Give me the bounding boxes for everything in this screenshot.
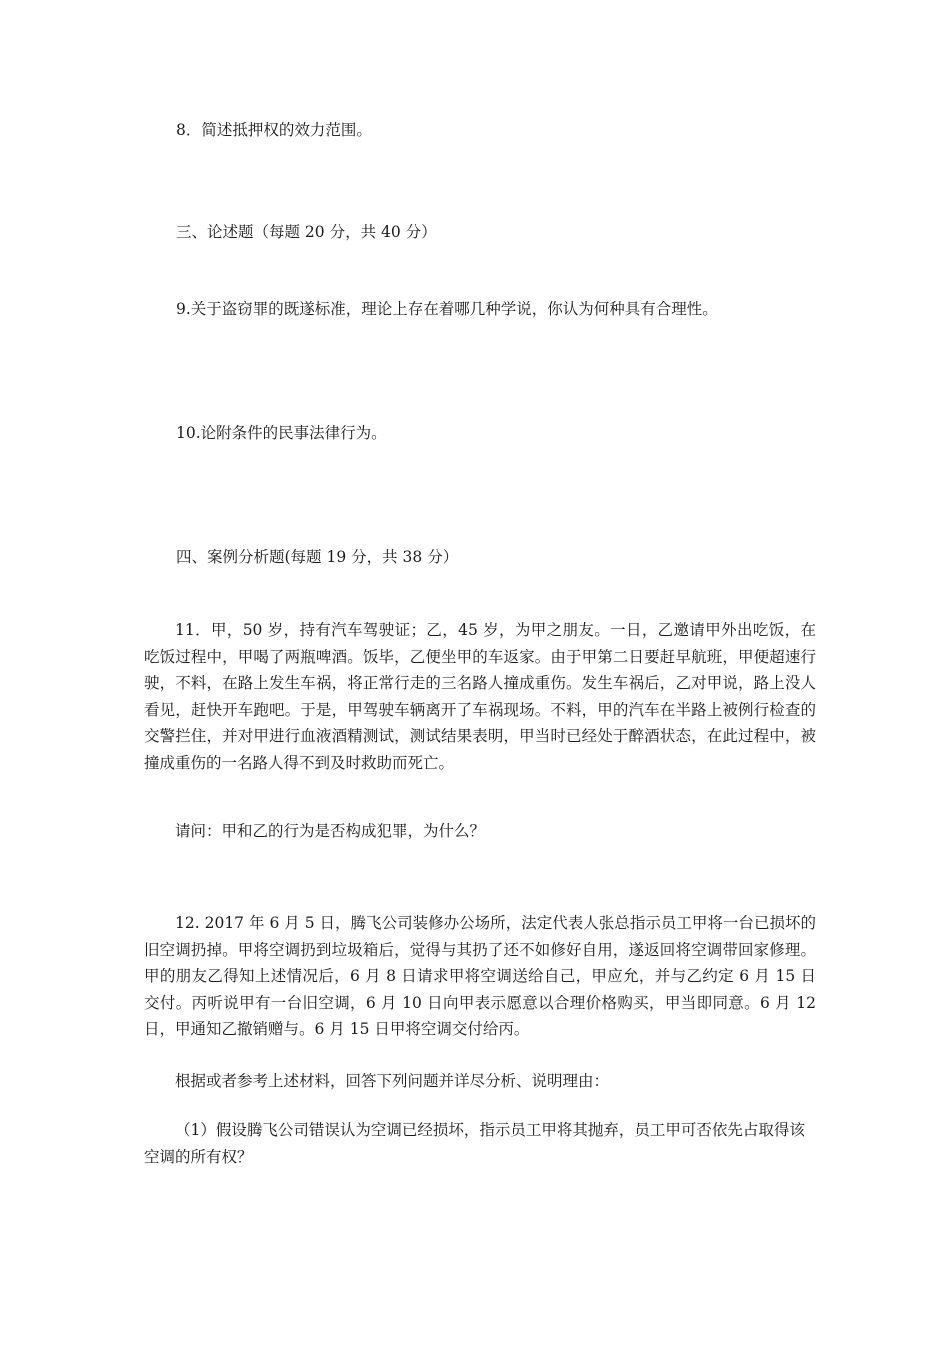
question-12-instruction: 根据或者参考上述材料，回答下列问题并详尽分析、说明理由： [175,1072,610,1090]
question-11-prompt: 请问：甲和乙的行为是否构成犯罪，为什么？ [175,822,486,840]
question-12-text: 12. 2017 年 6 月 5 日，腾飞公司装修办公场所，法定代表人张总指示员工甲将一台已损坏的旧空调扔掉。甲将空调扔到垃圾箱后，觉得与其扔了还不如修好自用，遂返回将空调带回家修理。甲的朋友乙得知上述情况后，6 月 8 日请求甲将空调送给自己，甲应允，并与乙约定 6 月 15 日交付。丙听说甲有一台旧空调，6 月 10 日向甲表示愿意以合理价格购买，甲当即同意。6 月 12 日，甲通知乙撤销赠与。6 月 15 日甲将空调交付给丙。 [144,914,816,1038]
question-8: 8．简述抵押权的效力范围。 [176,121,372,139]
question-12-sub-1: （1）假设腾飞公司错误认为空调已经损坏，指示员工甲将其抛弃，员工甲可否依先占取得该空调的所有权？ [144,1121,805,1166]
question-9: 9.关于盗窃罪的既遂标准，理论上存在着哪几种学说，你认为何种具有合理性。 [176,300,718,318]
section-4-heading: 四、案例分析题(每题 19 分，共 38 分） [176,548,459,566]
question-11-text: 11．甲，50 岁，持有汽车驾驶证；乙，45 岁，为甲之朋友。一日，乙邀请甲外出吃饭，在吃饭过程中，甲喝了两瓶啤酒。饭毕，乙便坐甲的车返家。由于甲第二日要赶早航班，甲便超速行驶，不料，在路上发生车祸，将正常行走的三名路人撞成重伤。发生车祸后，乙对甲说，路上没人看见，赶快开车跑吧。于是，甲驾驶车辆离开了车祸现场。不料，甲的汽车在半路上被例行检查的交警拦住，并对甲进行血液酒精测试，测试结果表明，甲当时已经处于醉酒状态，在此过程中，被撞成重伤的一名路人得不到及时救助而死亡。 [144,621,816,772]
section-3-heading: 三、论述题（每题 20 分，共 40 分） [176,223,437,241]
question-10: 10.论附条件的民事法律行为。 [176,424,387,442]
